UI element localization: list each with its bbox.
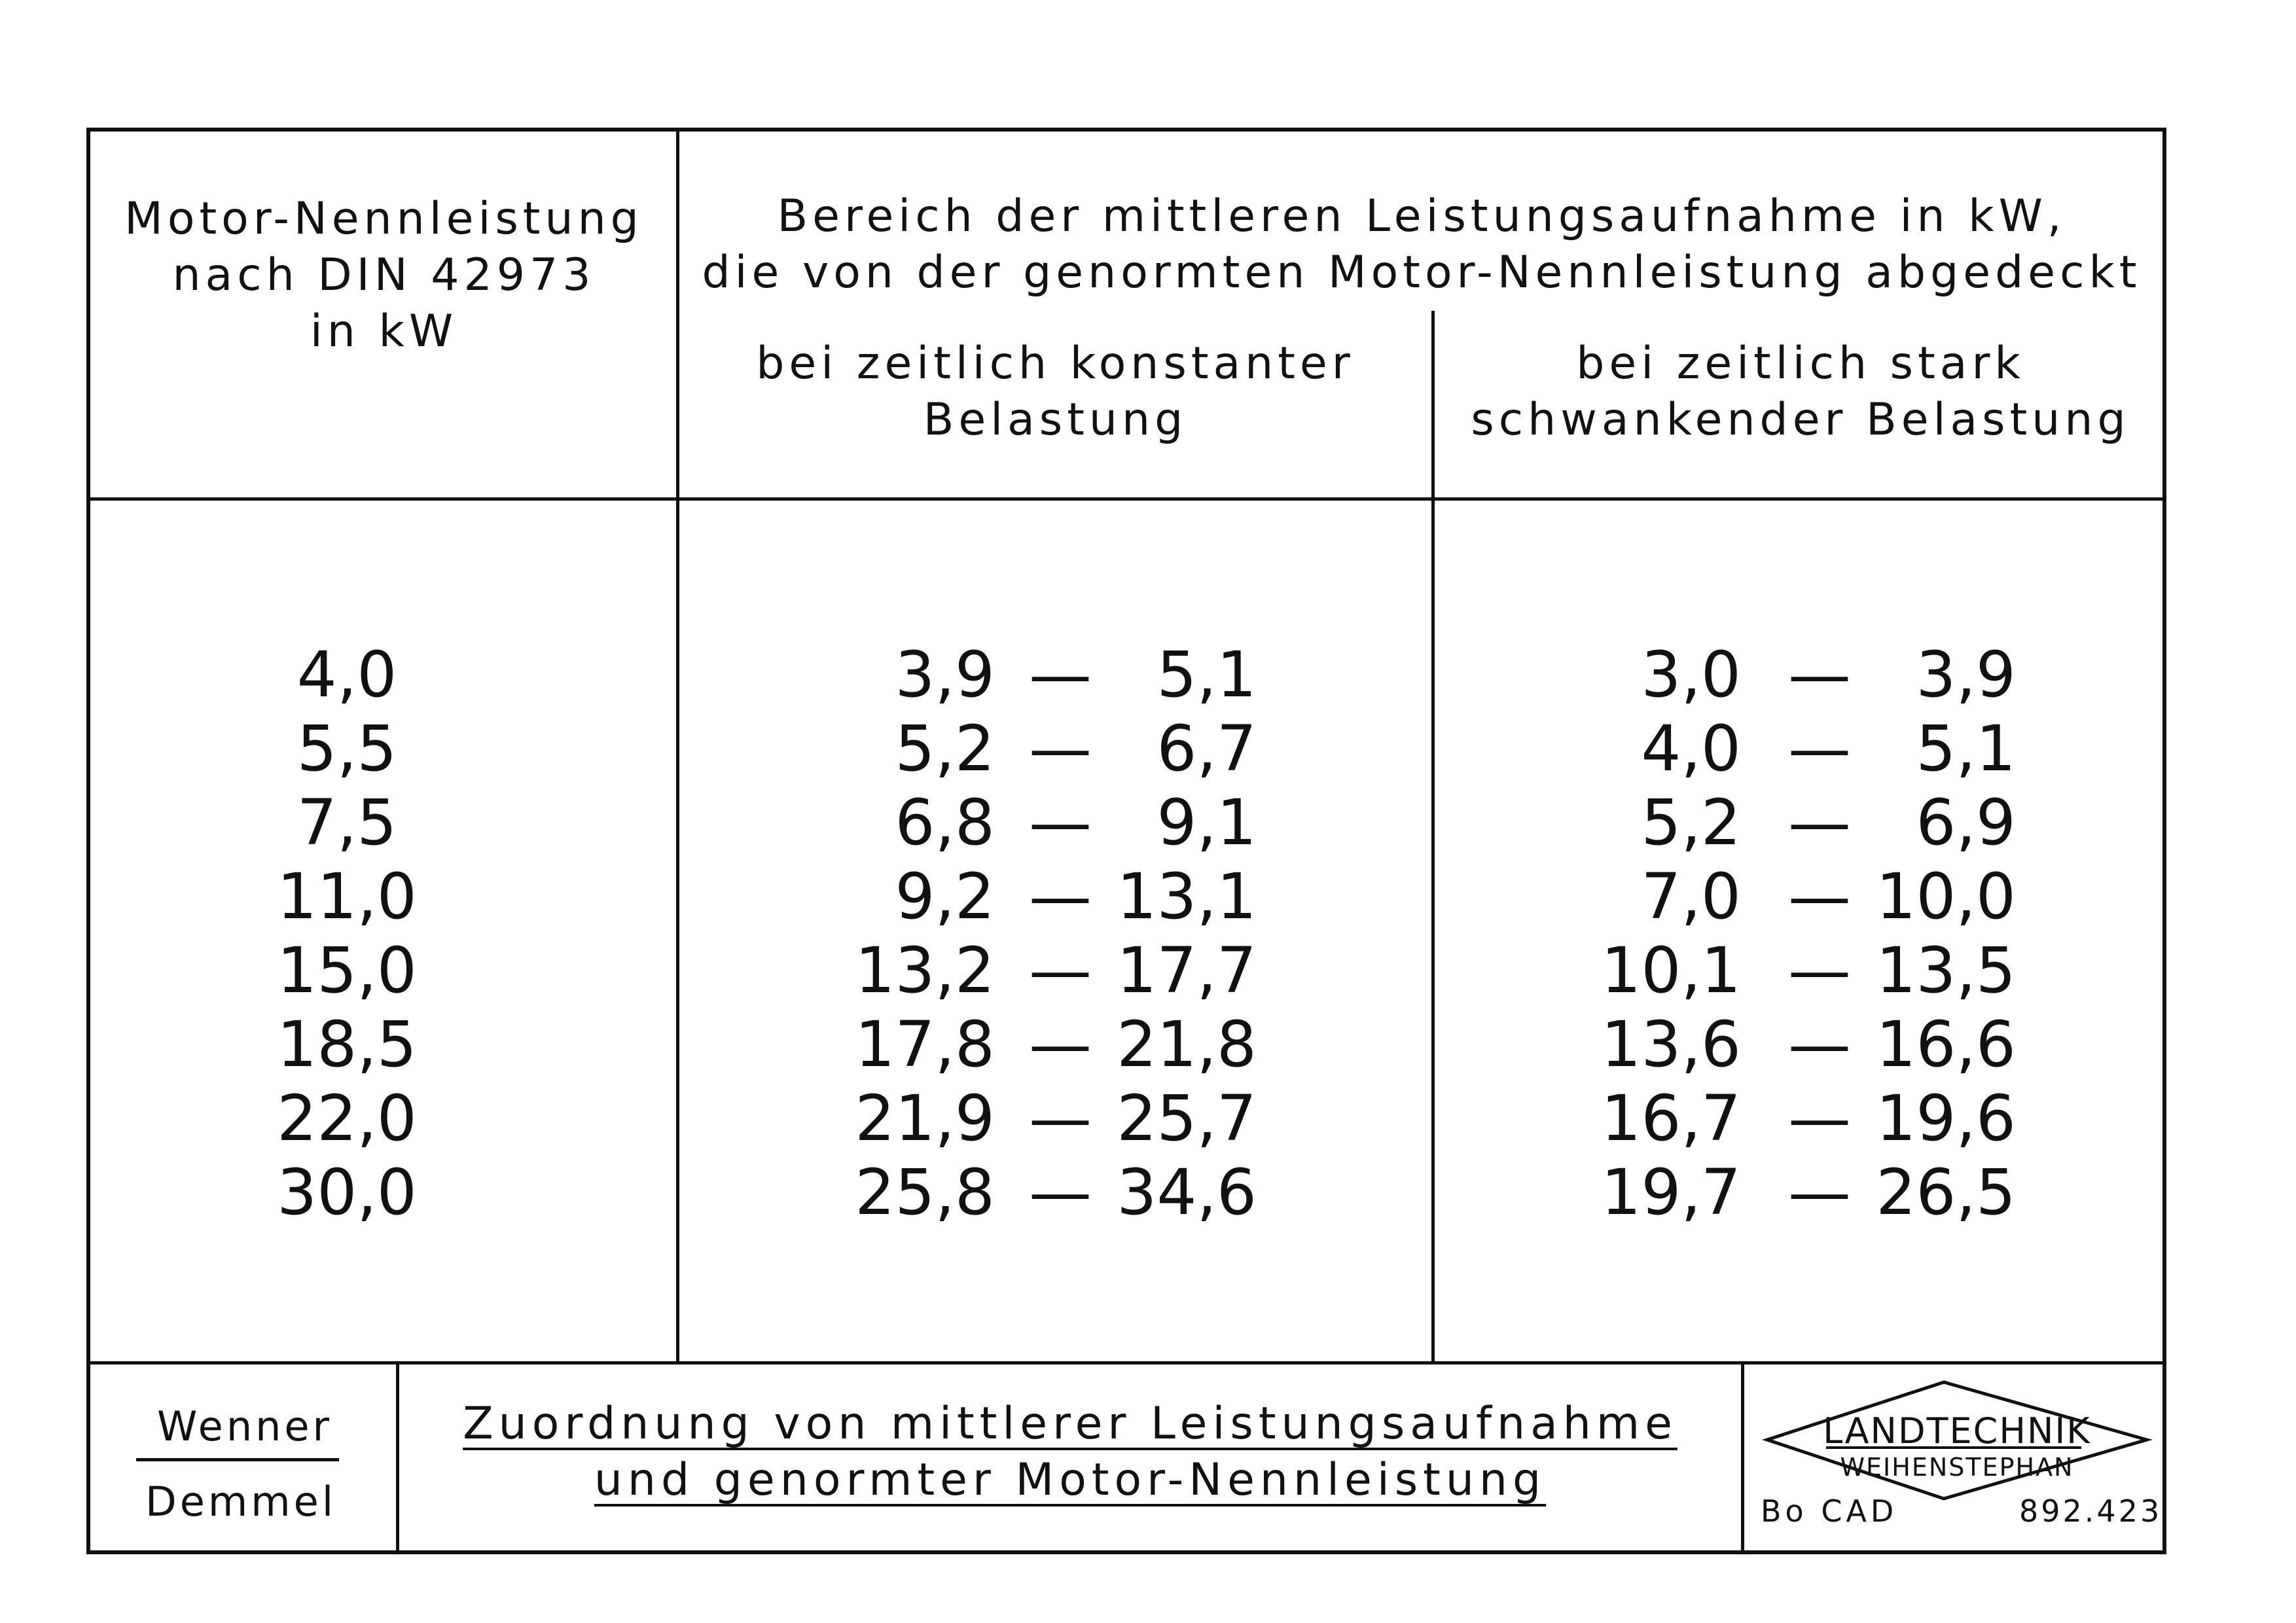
header-konstant bbox=[679, 336, 1431, 448]
author-divider bbox=[136, 1458, 339, 1461]
schwankend-dash: — bbox=[1788, 934, 1851, 1007]
konstant-from-value: 3,9 bbox=[895, 638, 995, 711]
schwankend-to-value: 16,6 bbox=[1876, 1008, 2016, 1081]
header-span-line1: Bereich der mittleren Leistungsaufnahme in kW, bbox=[777, 190, 2066, 242]
header-span-line2: die von der genormten Motor-Nennleistung abgedeckt bbox=[702, 247, 2142, 298]
konstant-from-value: 13,2 bbox=[855, 934, 995, 1007]
konstant-dash: — bbox=[1029, 934, 1092, 1007]
header-col1-line2: nach DIN 42973 bbox=[172, 249, 596, 301]
landtechnik-logo bbox=[1754, 1374, 2160, 1505]
konstant-dash: — bbox=[1029, 638, 1092, 711]
schwankend-from-value: 4,0 bbox=[1641, 712, 1741, 785]
nennleistung-value: 30,0 bbox=[277, 1156, 417, 1229]
drawing-number: 892.423 bbox=[2019, 1493, 2162, 1529]
logo-text-weihenstephan: WEIHENSTEPHAN bbox=[1840, 1453, 2074, 1482]
schwankend-dash: — bbox=[1788, 860, 1851, 933]
nennleistung-value: 18,5 bbox=[277, 1008, 417, 1081]
schwankend-to-value: 26,5 bbox=[1876, 1156, 2016, 1229]
header-col3-line1: bei zeitlich stark bbox=[1576, 338, 2025, 389]
title-line-2: und genormter Motor-Nennleistung bbox=[594, 1454, 1547, 1506]
konstant-to-value: 17,7 bbox=[1117, 934, 1257, 1007]
col-divider-2 bbox=[1431, 311, 1435, 1364]
schwankend-to-value: 6,9 bbox=[1916, 786, 2016, 859]
header-motor-nennleistung bbox=[92, 191, 676, 360]
footer-divider-right bbox=[1741, 1361, 1744, 1554]
konstant-dash: — bbox=[1029, 1008, 1092, 1081]
header-col1-line1: Motor-Nennleistung bbox=[124, 193, 643, 245]
konstant-to-value: 21,8 bbox=[1117, 1008, 1257, 1081]
schwankend-from-value: 7,0 bbox=[1641, 860, 1741, 933]
konstant-dash: — bbox=[1029, 1082, 1092, 1155]
header-schwankend bbox=[1435, 336, 2166, 448]
schwankend-from-value: 10,1 bbox=[1601, 934, 1741, 1007]
schwankend-dash: — bbox=[1788, 786, 1851, 859]
schwankend-dash: — bbox=[1788, 1156, 1851, 1229]
author-wenner: Wenner bbox=[157, 1402, 333, 1450]
schwankend-from-value: 19,7 bbox=[1601, 1156, 1741, 1229]
konstant-from-value: 25,8 bbox=[855, 1156, 995, 1229]
header-bereich bbox=[679, 188, 2164, 301]
author-demmel: Demmel bbox=[145, 1478, 337, 1525]
nennleistung-value: 4,0 bbox=[296, 638, 397, 711]
document-title bbox=[399, 1396, 1741, 1508]
konstant-from-value: 6,8 bbox=[895, 786, 995, 859]
header-col1-line3: in kW bbox=[310, 306, 458, 357]
drawing-code-left: Bo CAD bbox=[1761, 1493, 1898, 1529]
nennleistung-value: 11,0 bbox=[277, 860, 417, 933]
schwankend-dash: — bbox=[1788, 638, 1851, 711]
header-col2-line2: Belastung bbox=[923, 394, 1188, 446]
konstant-to-value: 5,1 bbox=[1157, 638, 1257, 711]
nennleistung-value: 5,5 bbox=[296, 712, 397, 785]
schwankend-from-value: 3,0 bbox=[1641, 638, 1741, 711]
schwankend-dash: — bbox=[1788, 712, 1851, 785]
konstant-dash: — bbox=[1029, 1156, 1092, 1229]
nennleistung-value: 22,0 bbox=[277, 1082, 417, 1155]
konstant-to-value: 6,7 bbox=[1157, 712, 1257, 785]
schwankend-to-value: 13,5 bbox=[1876, 934, 2016, 1007]
konstant-from-value: 5,2 bbox=[895, 712, 995, 785]
schwankend-dash: — bbox=[1788, 1082, 1851, 1155]
konstant-to-value: 9,1 bbox=[1157, 786, 1257, 859]
konstant-to-value: 34,6 bbox=[1117, 1156, 1257, 1229]
nennleistung-value: 7,5 bbox=[296, 786, 397, 859]
header-divider bbox=[86, 497, 2166, 501]
schwankend-dash: — bbox=[1788, 1008, 1851, 1081]
schwankend-to-value: 3,9 bbox=[1916, 638, 2016, 711]
title-line-1: Zuordnung von mittlerer Leistungsaufnahme bbox=[463, 1398, 1677, 1450]
konstant-from-value: 9,2 bbox=[895, 860, 995, 933]
konstant-dash: — bbox=[1029, 712, 1092, 785]
konstant-from-value: 21,9 bbox=[855, 1082, 995, 1155]
konstant-dash: — bbox=[1029, 860, 1092, 933]
logo-text-landtechnik: LANDTECHNIK bbox=[1823, 1410, 2091, 1452]
col-divider-1 bbox=[676, 128, 679, 1364]
konstant-to-value: 13,1 bbox=[1117, 860, 1257, 933]
header-col3-line2: schwankender Belastung bbox=[1471, 394, 2130, 446]
header-col2-line1: bei zeitlich konstanter bbox=[756, 338, 1355, 389]
konstant-dash: — bbox=[1029, 786, 1092, 859]
schwankend-from-value: 16,7 bbox=[1601, 1082, 1741, 1155]
schwankend-to-value: 19,6 bbox=[1876, 1082, 2016, 1155]
schwankend-to-value: 10,0 bbox=[1876, 860, 2016, 933]
konstant-to-value: 25,7 bbox=[1117, 1082, 1257, 1155]
konstant-from-value: 17,8 bbox=[855, 1008, 995, 1081]
schwankend-to-value: 5,1 bbox=[1916, 712, 2016, 785]
nennleistung-value: 15,0 bbox=[277, 934, 417, 1007]
schwankend-from-value: 5,2 bbox=[1641, 786, 1741, 859]
schwankend-from-value: 13,6 bbox=[1601, 1008, 1741, 1081]
